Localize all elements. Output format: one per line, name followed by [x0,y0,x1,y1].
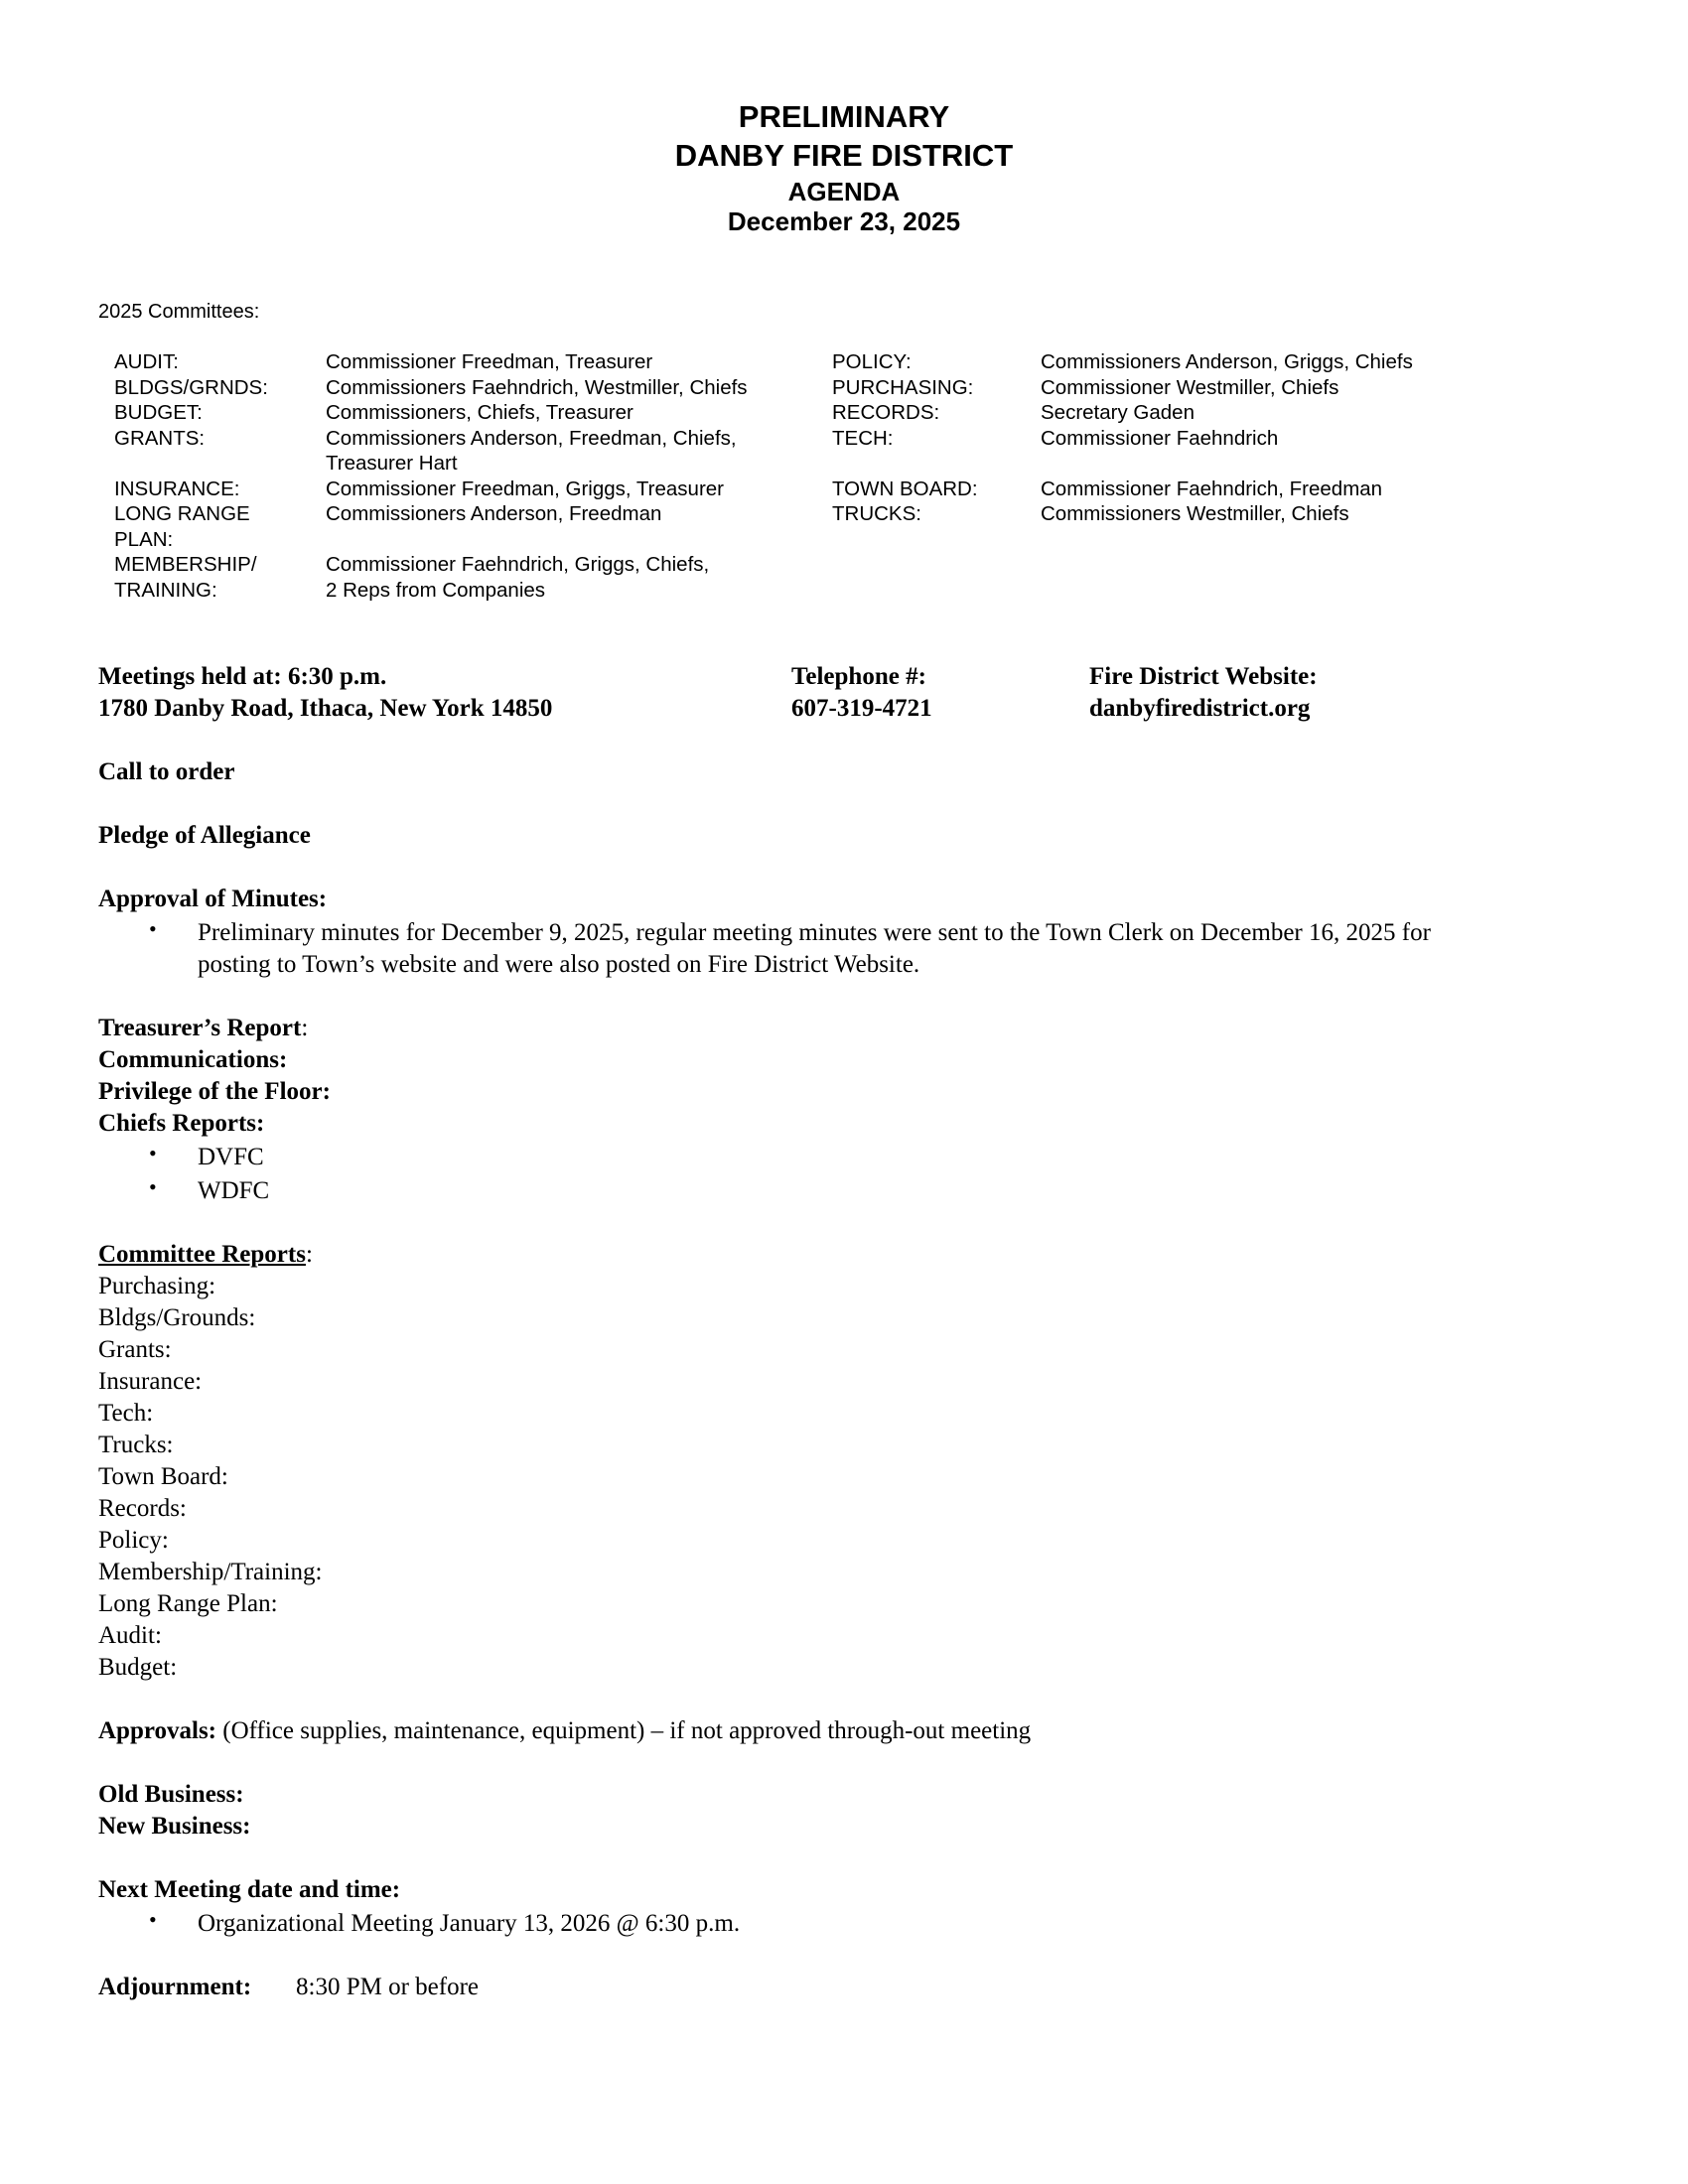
committee-report-item: Bldgs/Grounds: [98,1304,256,1331]
committee-report-item: Purchasing: [98,1273,216,1299]
bullet-icon: • [149,916,157,941]
committee-name: TECH: [832,426,894,450]
committee-report-item: Grants: [98,1336,172,1363]
header-date: December 23, 2025 [727,206,961,236]
approvals [98,1715,1031,1747]
chiefs-item-wdfc: WDFC [198,1177,270,1204]
committee-reports [98,1239,313,1271]
colon: : [301,1015,309,1041]
committee-members: Commissioners Faehndrich, Westmiller, Chiefs [326,375,748,399]
privilege-of-floor: Privilege of the Floor: [98,1078,331,1105]
committee-members: Commissioner Faehndrich, Freedman [1041,477,1383,500]
header-district: DANBY FIRE DISTRICT [674,138,1014,173]
minutes-text-line2: posting to Town’s website and were also posted on Fire District Website. [198,951,920,978]
website-link[interactable]: danbyfiredistrict.org [1089,695,1311,722]
committee-members: Commissioners Anderson, Freedman [326,502,662,525]
adjournment-text: 8:30 PM or before [296,1974,479,2000]
committee-name: BUDGET: [114,401,203,424]
committee-name: TRAINING: [114,578,217,602]
next-meeting: Next Meeting date and time: [98,1876,401,1903]
committee-members: 2 Reps from Companies [326,578,546,602]
chiefs-reports: Chiefs Reports: [98,1110,265,1137]
bullet-icon: • [149,1141,157,1165]
committee-members: Commissioners, Chiefs, Treasurer [326,401,633,424]
meeting-address: 1780 Danby Road, Ithaca, New York 14850 [98,695,553,722]
adjournment-label: Adjournment: [98,1974,252,2000]
committee-name: RECORDS: [832,401,940,424]
committee-members: Commissioner Freedman, Griggs, Treasurer [326,477,725,500]
bullet-icon: • [149,1907,157,1932]
colon: : [305,1241,313,1268]
committee-members: Treasurer Hart [326,452,458,475]
meetings-held-label: Meetings held at: 6:30 p.m. [98,663,387,690]
committee-members: Commissioners Anderson, Freedman, Chiefs, [326,426,737,450]
committee-name: TOWN BOARD: [832,477,978,500]
telephone-label: Telephone #: [791,663,926,690]
committee-members: Commissioner Faehndrich, Griggs, Chiefs, [326,553,710,576]
website-label: Fire District Website: [1089,663,1318,690]
treasurers-report [98,1013,308,1044]
committee-report-item: Trucks: [98,1432,174,1458]
committee-name: PLAN: [114,527,174,551]
committee-report-item: Records: [98,1495,187,1522]
committee-members: Commissioner Freedman, Treasurer [326,350,653,373]
committee-name: INSURANCE: [114,477,240,500]
committee-report-item: Policy: [98,1527,169,1554]
committee-name: GRANTS: [114,426,206,450]
committee-report-item: Insurance: [98,1368,203,1395]
committee-report-item: Town Board: [98,1463,228,1490]
old-business: Old Business: [98,1781,244,1808]
bullet-icon: • [149,1174,157,1199]
committee-report-item: Membership/Training: [98,1559,323,1585]
new-business: New Business: [98,1813,251,1840]
committee-name: PURCHASING: [832,375,974,399]
committees-title: 2025 Committees: [98,301,260,323]
committee-report-item: Budget: [98,1654,178,1681]
committee-name: MEMBERSHIP/ [114,553,257,576]
pledge-of-allegiance: Pledge of Allegiance [98,822,311,849]
approvals-text: (Office supplies, maintenance, equipment) – if not approved through-out meeting [222,1717,1032,1744]
treasurers-report-label: Treasurer’s Report [98,1015,302,1041]
committee-report-item: Tech: [98,1400,154,1427]
committee-name: AUDIT: [114,350,179,373]
committee-name: BLDGS/GRNDS: [114,375,268,399]
committee-name: POLICY: [832,350,912,373]
committee-members: Secretary Gaden [1041,401,1195,424]
telephone-number: 607-319-4721 [791,695,932,722]
header-preliminary: PRELIMINARY [738,99,950,134]
committee-members: Commissioner Faehndrich [1041,426,1279,450]
committee-name: LONG RANGE [114,502,250,525]
next-meeting-item: Organizational Meeting January 13, 2026 @ 6:30 p.m. [198,1910,741,1937]
approval-of-minutes: Approval of Minutes: [98,886,328,912]
chiefs-item-dvfc: DVFC [198,1144,264,1170]
call-to-order: Call to order [98,758,235,785]
committee-reports-label: Committee Reports [98,1241,306,1268]
approvals-label: Approvals: [98,1717,217,1744]
committee-name: TRUCKS: [832,502,921,525]
committee-members: Commissioners Anderson, Griggs, Chiefs [1041,350,1413,373]
minutes-text-line1: Preliminary minutes for December 9, 2025, regular meeting minutes were sent to the Town Clerk on December 16, 2025 for [198,919,1431,946]
committee-members: Commissioner Westmiller, Chiefs [1041,375,1339,399]
communications: Communications: [98,1046,288,1073]
header-agenda: AGENDA [787,177,901,206]
committee-report-item: Audit: [98,1622,162,1649]
committee-members: Commissioners Westmiller, Chiefs [1041,502,1349,525]
committee-report-item: Long Range Plan: [98,1590,278,1617]
